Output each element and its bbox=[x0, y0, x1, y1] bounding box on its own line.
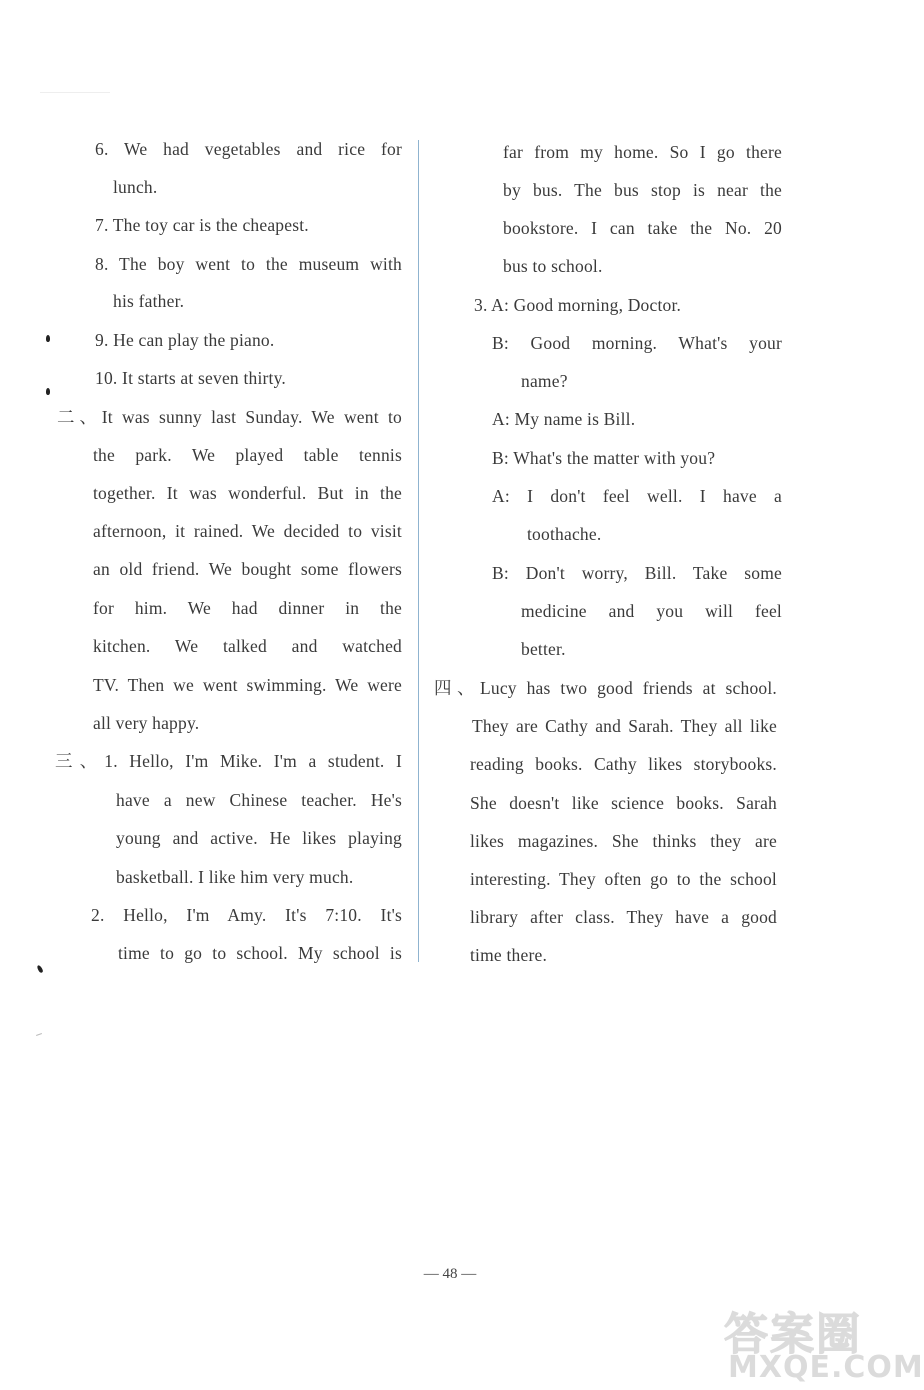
answer-line: lunch. bbox=[113, 177, 158, 197]
answer-line: TV. Then we went swimming. We were bbox=[93, 675, 402, 695]
dialogue-line: B: Good morning. What's your bbox=[492, 333, 782, 353]
answer-line: by bus. The bus stop is near the bbox=[503, 180, 782, 200]
dialogue-line: better. bbox=[521, 639, 566, 659]
dialogue-line: toothache. bbox=[527, 524, 602, 544]
answer-line: 8. The boy went to the museum with bbox=[95, 254, 402, 274]
scan-mark bbox=[36, 1033, 42, 1036]
answer-line: bus to school. bbox=[503, 256, 603, 276]
answer-line: 10. It starts at seven thirty. bbox=[95, 368, 287, 388]
dialogue-line: B: What's the matter with you? bbox=[492, 448, 716, 468]
answer-line: She doesn't like science books. Sarah bbox=[470, 793, 777, 813]
answer-line: together. It was wonderful. But in the bbox=[93, 483, 402, 503]
watermark-url: MXQE.COM bbox=[728, 1350, 924, 1385]
answer-line: time to go to school. My school is bbox=[118, 943, 402, 963]
answer-line: young and active. He likes playing bbox=[116, 828, 402, 848]
section-heading-line: 四、Lucy has two good friends at school. bbox=[434, 678, 777, 698]
dialogue-line: 3. A: Good morning, Doctor. bbox=[474, 295, 682, 315]
scan-mark bbox=[36, 965, 43, 974]
answer-line: kitchen. We talked and watched bbox=[93, 636, 402, 656]
answer-line: far from my home. So I go there bbox=[503, 142, 782, 162]
scan-mark bbox=[46, 388, 50, 395]
answer-line: library after class. They have a good bbox=[470, 907, 777, 927]
dialogue-line: A: My name is Bill. bbox=[492, 409, 636, 429]
scan-mark bbox=[46, 335, 50, 342]
answer-line: all very happy. bbox=[93, 713, 200, 733]
answer-line: 6. We had vegetables and rice for bbox=[95, 139, 402, 159]
dialogue-line: A: I don't feel well. I have a bbox=[492, 486, 782, 506]
answer-line: have a new Chinese teacher. He's bbox=[116, 790, 402, 810]
scan-mark bbox=[40, 92, 110, 93]
watermark-title: 答案圈 bbox=[724, 1309, 862, 1360]
answer-line: They are Cathy and Sarah. They all like bbox=[472, 716, 777, 736]
answer-line: 7. The toy car is the cheapest. bbox=[95, 215, 309, 235]
answer-line: 9. He can play the piano. bbox=[95, 330, 275, 350]
section-heading-line: 二、It was sunny last Sunday. We went to bbox=[57, 407, 402, 427]
column-divider bbox=[418, 140, 419, 962]
answer-line: the park. We played table tennis bbox=[93, 445, 402, 465]
answer-line: interesting. They often go to the school bbox=[470, 869, 777, 889]
answer-line: 2. Hello, I'm Amy. It's 7:10. It's bbox=[91, 905, 402, 925]
answer-line: afternoon, it rained. We decided to visit bbox=[93, 521, 402, 541]
page-number: — 48 — bbox=[423, 1266, 477, 1282]
section-heading-line: 三、1. Hello, I'm Mike. I'm a student. I bbox=[55, 751, 402, 771]
answer-line: basketball. I like him very much. bbox=[116, 867, 354, 887]
watermark-logo bbox=[720, 1298, 924, 1385]
answer-line: time there. bbox=[470, 945, 548, 965]
answer-line: bookstore. I can take the No. 20 bbox=[503, 218, 782, 238]
answer-line: reading books. Cathy likes storybooks. bbox=[470, 754, 777, 774]
dialogue-line: medicine and you will feel bbox=[521, 601, 782, 621]
dialogue-line: B: Don't worry, Bill. Take some bbox=[492, 563, 782, 583]
answer-line: for him. We had dinner in the bbox=[93, 598, 402, 618]
answer-line: likes magazines. She thinks they are bbox=[470, 831, 777, 851]
dialogue-line: name? bbox=[521, 371, 568, 391]
answer-line: his father. bbox=[113, 291, 185, 311]
answer-line: an old friend. We bought some flowers bbox=[93, 559, 402, 579]
